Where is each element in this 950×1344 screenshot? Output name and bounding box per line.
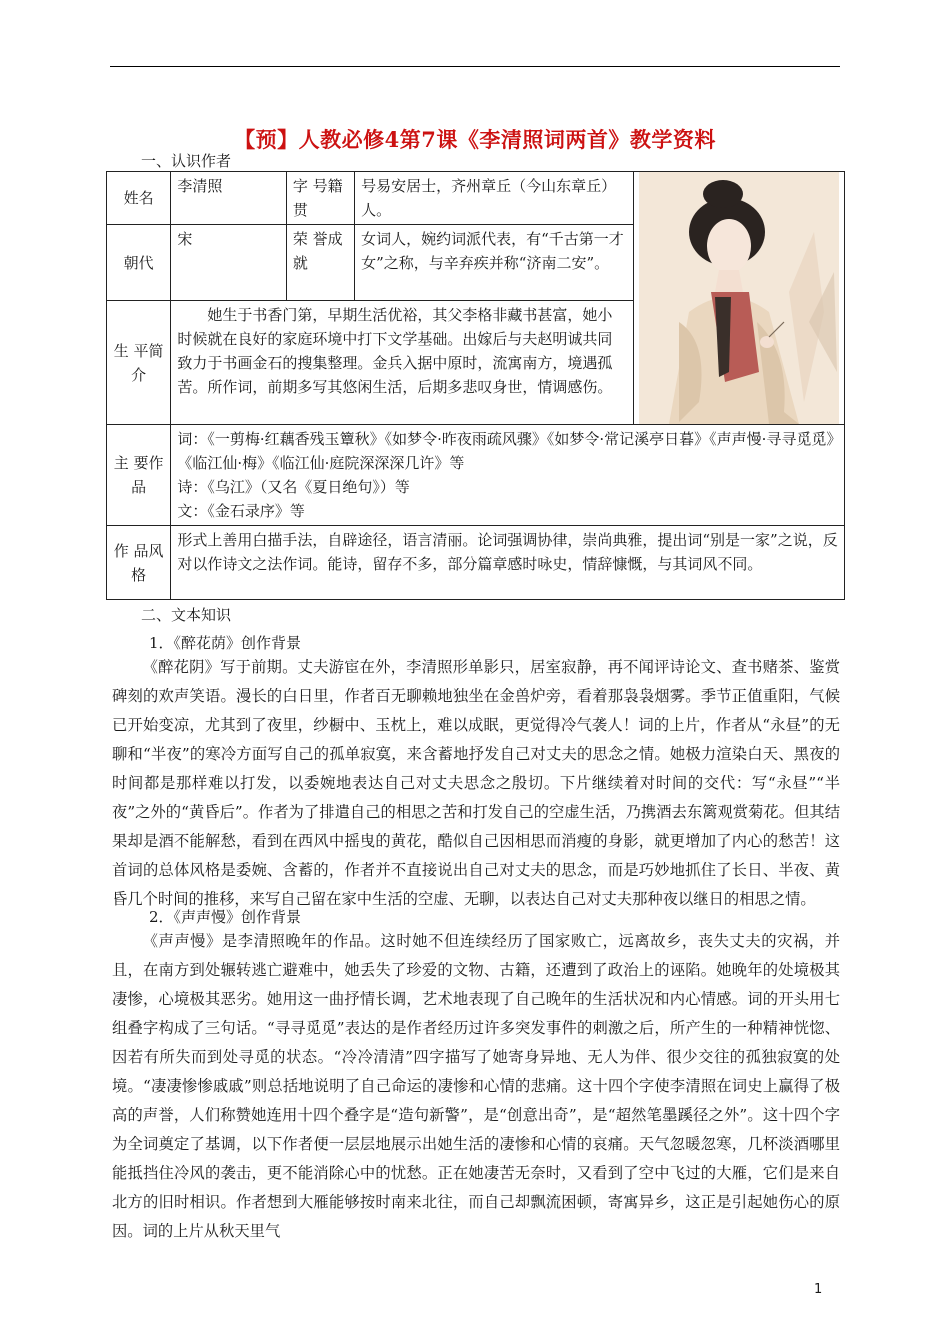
dynasty-value: 宋 — [171, 225, 286, 301]
section-heading-text: 二、文本知识 — [141, 606, 232, 624]
bio-label: 生 平简介 — [107, 301, 171, 425]
paragraph-text: 《醉花阴》写于前期。丈夫游宦在外，李清照形单影只，居室寂静，再不闻评诗论文、查书赌茶、鉴赏碑刻的欢声笑语。漫长的白日里，作者百无聊赖地独坐在金兽炉旁，看着那袅袅烟雾。季节正值重阳，气候已开始变凉，尤其到了夜里，纱橱中、玉枕上，难以成眠，更觉得冷气袭人！词的上片，作者从“永昼”的无聊和“半夜”的寒冷方面写自己的孤单寂寞，来含蓄地抒发自己对丈夫的思念之情。她极力渲染白天、黑夜的时间都是那样难以打发，以委婉地表达自己对丈夫思念之殷切。下片继续着对时间的交代：写“永昼”“半夜”之外的“黄昏后”。作者为了排遣自己的相思之苦和打发自己的空虚生活，乃携酒去东篱观赏菊花。但其结果却是酒不能解愁，看到在西风中摇曳的黄花，酷似自己因相思而消瘦的身影，就更增加了内心的愁苦！这首词的总体风格是委婉、含蓄的，作者并不直接说出自己对丈夫的思念，而是巧妙地抓住了长日、半夜、黄昏几个时间的推移，来写自己留在家中生活的空虚、无聊，以表达自己对丈夫那种夜以继日的相思之情。 — [112, 658, 840, 908]
dynasty-label: 朝代 — [107, 225, 171, 301]
style-value: 形式上善用白描手法，自辟途径，语言清丽。论词强调协律，崇尚典雅，提出词“别是一家”之说，反对以作诗文之法作词。能诗，留存不多，部分篇章感时咏史，情辞慷慨，与其词风不同。 — [171, 526, 845, 600]
zi-label: 字 号籍贯 — [286, 172, 354, 225]
subheading-shengshengman: 2．《声声慢》创作背景 — [149, 908, 302, 926]
author-info-table — [106, 171, 845, 600]
honor-value: 女词人，婉约词派代表，有“千古第一才女”之称，与辛弃疾并称“济南二安”。 — [355, 225, 634, 301]
portrait-cell — [634, 172, 845, 425]
zi-value: 号易安居士，齐州章丘（今山东章丘）人。 — [355, 172, 634, 225]
bio-value: 她生于书香门第，早期生活优裕，其父李格非藏书甚富，她小时候就在良好的家庭环境中打下文学基础。出嫁后与夫赵明诚共同致力于书画金石的搜集整理。金兵入据中原时，流寓南方，境遇孤苦。所作词，前期多写其悠闲生活，后期多悲叹身世，情调感伤。 — [171, 301, 634, 425]
honor-label: 荣 誉成就 — [286, 225, 354, 301]
subheading-zuihuayin: 1．《醉花荫》创作背景 — [149, 634, 302, 652]
works-label: 主 要作品 — [107, 425, 171, 526]
works-wen: 文：《金石录序》等 — [177, 502, 305, 520]
name-label: 姓名 — [107, 172, 171, 225]
works-value — [171, 425, 845, 526]
style-label: 作 品风格 — [107, 526, 171, 600]
header-rule — [110, 66, 840, 67]
paragraph-zuihuayin — [112, 653, 840, 914]
works-ci: 词：《一剪梅·红藕香残玉簟秋》《如梦令·昨夜雨疏风骤》《如梦令·常记溪亭日暮》《声声慢·寻寻觅觅》《临江仙·梅》《临江仙·庭院深深深几许》等 — [177, 430, 834, 472]
works-shi: 诗：《乌江》（又名《夏日绝句》）等 — [177, 478, 410, 496]
name-value: 李清照 — [171, 172, 286, 225]
paragraph-text: 《声声慢》是李清照晚年的作品。这时她不但连续经历了国家败亡，远离故乡，丧失丈夫的灾祸，并且，在南方到处辗转逃亡避难中，她丢失了珍爱的文物、古籍，还遭到了政治上的诬陷。她晚年的处境极其凄惨，心境极其恶劣。她用这一曲抒情长调，艺术地表现了自己晚年的生活状况和内心情感。词的开头用七组叠字构成了三句话。“寻寻觅觅”表达的是作者经历过许多突发事件的刺激之后，所产生的一种精神恍惚、因若有所失而到处寻觅的状态。“冷冷清清”四字描写了她寄身异地、无人为伴、很少交往的孤独寂寞的处境。“凄凄惨惨戚戚”则总括地说明了自己命运的凄惨和心情的悲痛。这十四个字使李清照在词史上赢得了极高的声誉，人们称赞她连用十四个叠字是“造句新警”，是“创意出奇”，是“超然笔墨蹊径之外”。这十四个字为全词奠定了基调，以下作者便一层层地展示出她生活的凄惨和心情的哀痛。天气忽暖忽寒，几杯淡酒哪里能抵挡住冷风的袭击，更不能消除心中的忧愁。正在她凄苦无奈时，又看到了空中飞过的大雁，它们是来自北方的旧时相识。作者想到大雁能够按时南来北往，而自己却飘流困顿，寄寓异乡，这正是引起她伤心的原因。词的上片从秋天里气 — [112, 932, 840, 1240]
portrait-image — [639, 172, 839, 424]
paragraph-shengshengman — [112, 927, 840, 1246]
page-number: 1 — [814, 1282, 823, 1297]
section-heading-author: 一、认识作者 — [141, 152, 232, 170]
document-title: 【预】人教必修4第7课《李清照词两首》教学资料 — [234, 127, 716, 152]
